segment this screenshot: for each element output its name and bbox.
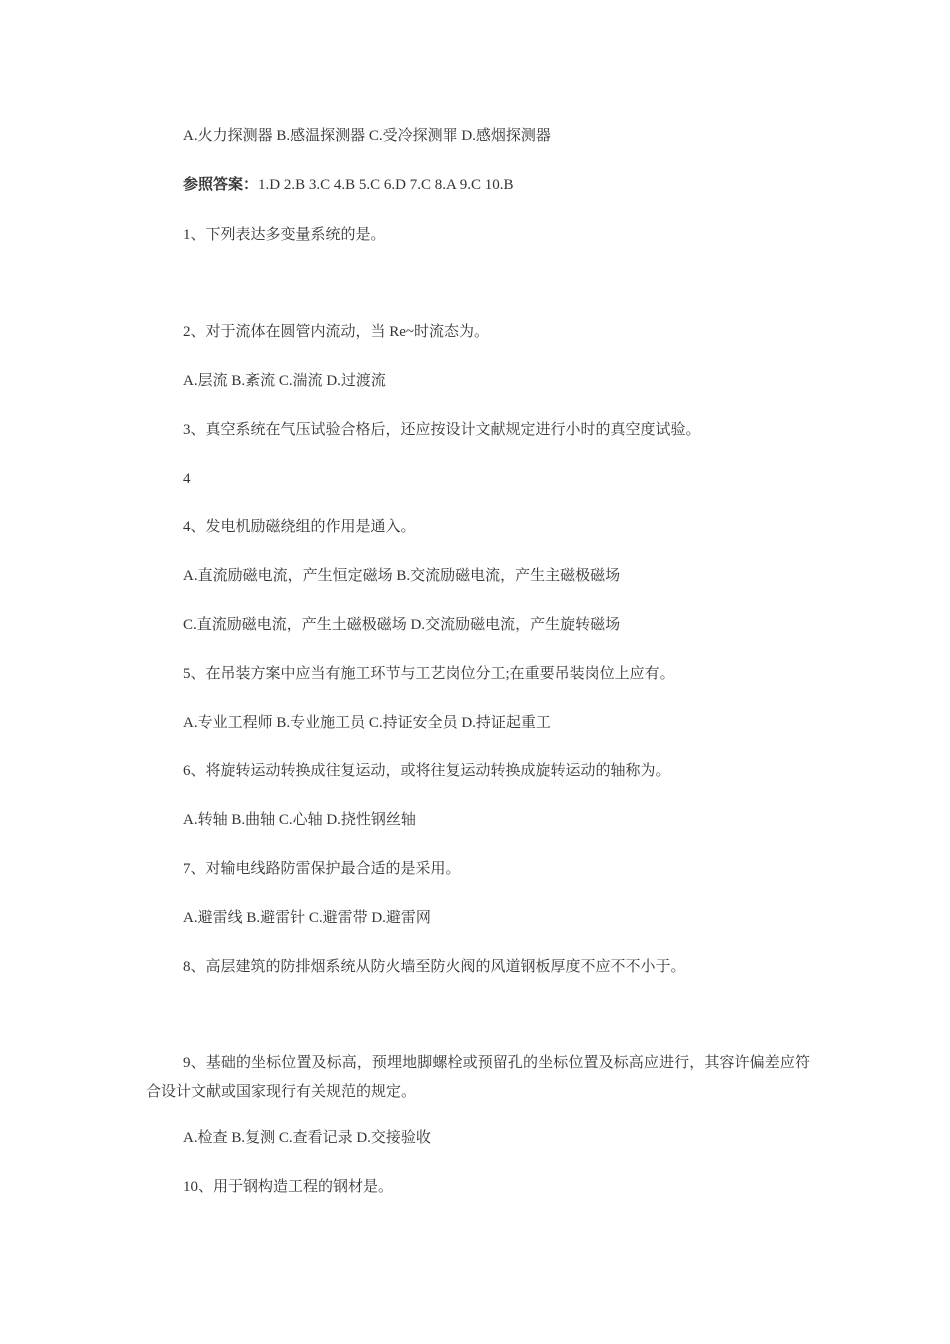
question-2-options: A.层流 B.紊流 C.湍流 D.过渡流 [183,373,386,389]
question-5: 5、在吊装方案中应当有施工环节与工艺岗位分工;在重要吊装岗位上应有。 [183,666,675,682]
question-8: 8、高层建筑的防排烟系统从防火墙至防火阀的风道钢板厚度不应不不小于。 [183,959,686,975]
question-7-options: A.避雷线 B.避雷针 C.避雷带 D.避雷网 [183,910,431,926]
question-4: 4、发电机励磁绕组的作用是通入。 [183,519,416,535]
question-3: 3、真空系统在气压试验合格后，还应按设计文献规定进行小时的真空度试验。 [183,422,701,438]
question-4-options-1: A.直流励磁电流，产生恒定磁场 B.交流励磁电流，产生主磁极磁场 [183,568,621,584]
question-4-options-2: C.直流励磁电流，产生土磁极磁场 D.交流励磁电流，产生旋转磁场 [183,617,621,633]
q-options-detectors: A.火力探测器 B.感温探测器 C.受冷探测罪 D.感烟探测器 [183,128,551,144]
question-9: 9、基础的坐标位置及标高，预埋地脚螺栓或预留孔的坐标位置及标高应进行，其容许偏差应符合设计文献或国家现行有关规范的规定。 [146,1055,810,1100]
question-7: 7、对输电线路防雷保护最合适的是采用。 [183,861,461,877]
question-9-options: A.检查 B.复测 C.查看记录 D.交接验收 [183,1130,431,1146]
question-3-answer: 4 [183,471,191,487]
answer-key-text: 1.D 2.B 3.C 4.B 5.C 6.D 7.C 8.A 9.C 10.B [258,177,514,193]
question-10: 10、用于钢构造工程的钢材是。 [183,1179,394,1195]
question-1: 1、下列表达多变量系统的是。 [183,227,386,243]
answer-key-label: 参照答案： [183,177,259,193]
question-5-options: A.专业工程师 B.专业施工员 C.持证安全员 D.持证起重工 [183,715,551,731]
question-6-options: A.转轴 B.曲轴 C.心轴 D.挠性钢丝轴 [183,812,416,828]
question-6: 6、将旋转运动转换成往复运动，或将往复运动转换成旋转运动的轴称为。 [183,763,671,779]
answer-key [183,174,513,196]
question-2: 2、对于流体在圆管内流动，当 Re~时流态为。 [183,324,490,340]
